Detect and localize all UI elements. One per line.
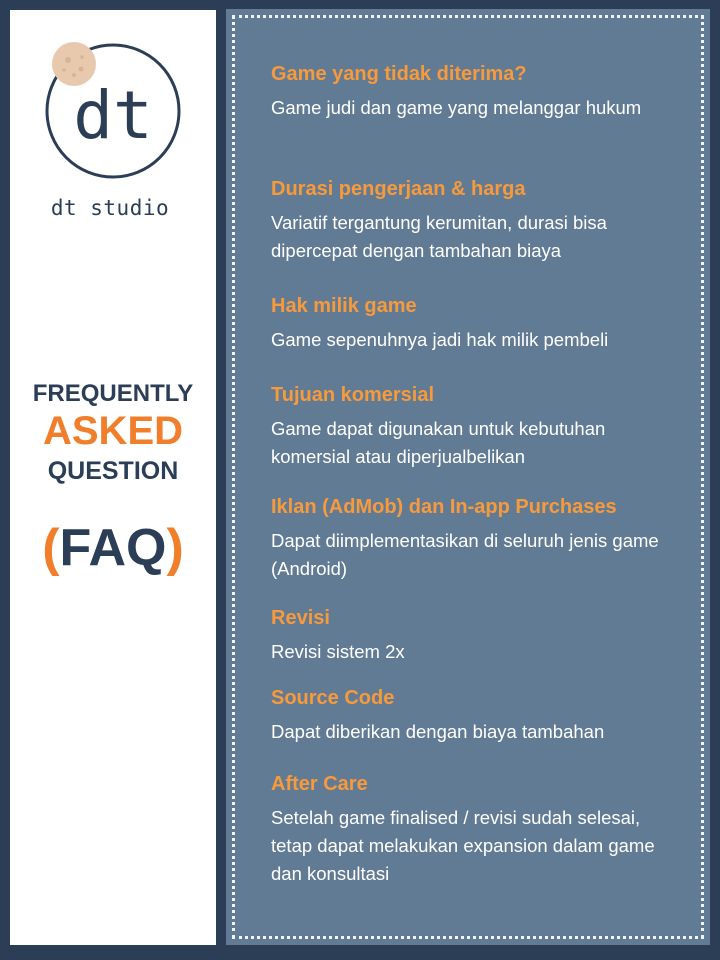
faq-abbreviation [0,518,226,578]
faq-question: Tujuan komersial [271,384,435,406]
faq-title-question: QUESTION [47,457,179,485]
faq-paren-close: ) [166,519,184,577]
faq-answer: Game dapat digunakan untuk kebutuhan komersial atau diperjualbelikan [271,418,606,467]
brand-name: dt studio [50,196,170,220]
faq-answer: Game sepenuhnya jadi hak milik pembeli [271,329,609,350]
faq-answer: Revisi sistem 2x [271,641,405,662]
dt-studio-logo [44,42,182,180]
faq-answer: Dapat diimplementasikan di seluruh jenis game (Android) [271,530,659,579]
faq-question: Source Code [271,687,395,709]
faq-question: Game yang tidak diterima? [271,63,527,85]
faq-item [271,772,681,888]
faq-item [271,177,681,265]
faq-answer: Variatif tergantung kerumitan, durasi bisa dipercepat dengan tambahan biaya [271,212,607,261]
faq-title-frequently: FREQUENTLY [32,380,194,407]
faq-abbr-text: FAQ [59,519,167,577]
faq-item [271,294,681,354]
logo-monogram: dt [73,77,153,154]
faq-question: Durasi pengerjaan & harga [271,178,526,200]
faq-item [271,495,681,583]
faq-answer: Dapat diberikan dengan biaya tambahan [271,721,605,742]
faq-question: Hak milik game [271,295,417,317]
faq-item [271,383,681,471]
faq-answer: Setelah game finalised / revisi sudah selesai, tetap dapat melakukan expansion dalam game dan konsultasi [271,807,655,884]
faq-item [271,686,681,746]
faq-question: Iklan (AdMob) dan In-app Purchases [271,496,617,518]
faq-question: After Care [271,773,368,795]
faq-item [271,606,681,666]
faq-paren-open: ( [42,519,60,577]
faq-answer: Game judi dan game yang melanggar hukum [271,97,642,118]
faq-item [271,62,681,122]
faq-title-asked: ASKED [42,409,184,453]
faq-question: Revisi [271,607,330,629]
